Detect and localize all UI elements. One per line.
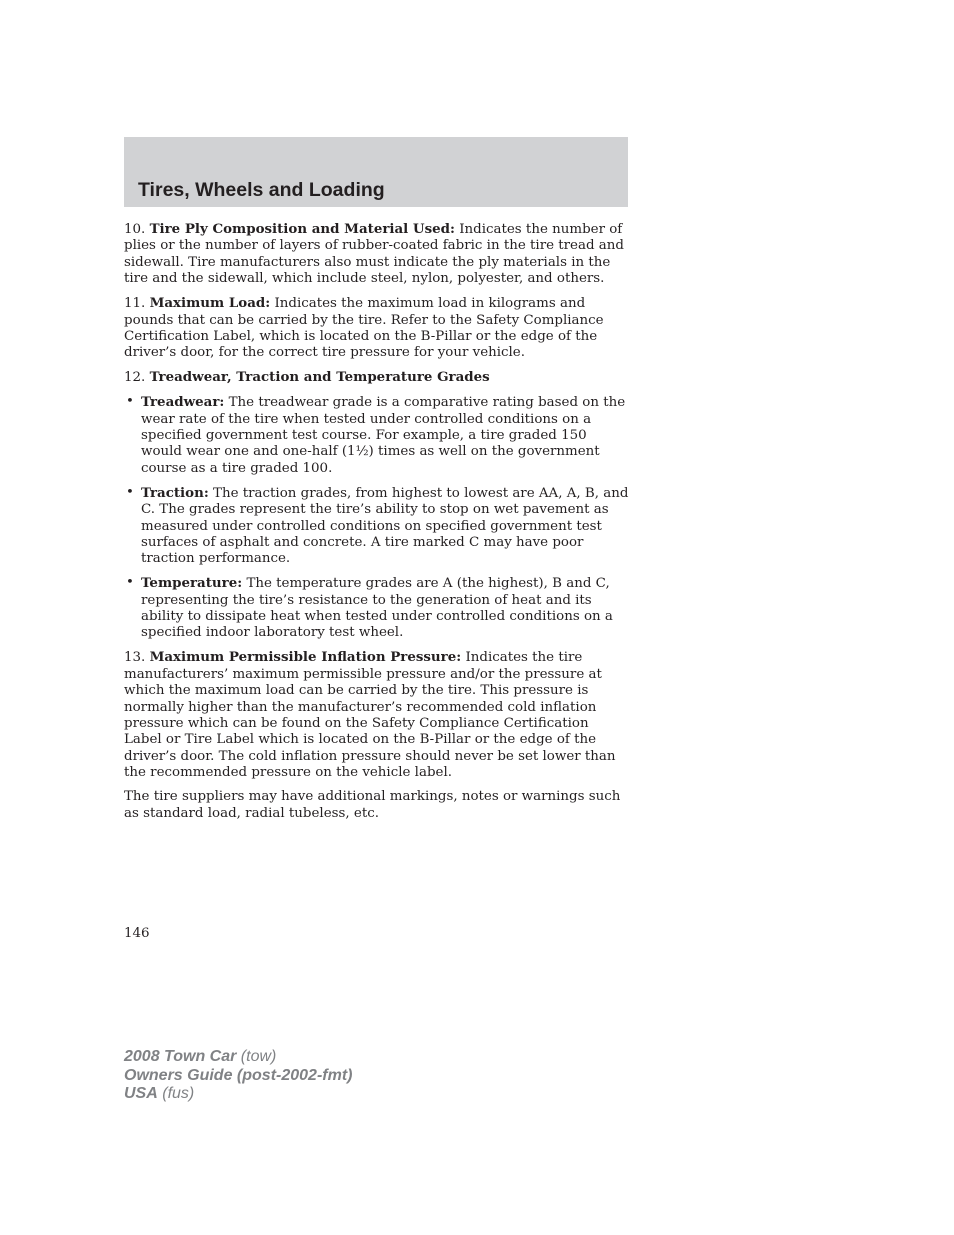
footer-model: 2008 Town Car [124,1048,237,1065]
bullet-icon: • [126,484,134,500]
item-11-number: 11. [124,296,146,312]
footer-market: USA [124,1085,158,1102]
grades-list [124,394,630,642]
footer-line-model [124,1048,352,1067]
bullet-icon: • [126,575,134,591]
item-13 [124,649,630,781]
section-title: Tires, Wheels and Loading [138,179,385,201]
item-12 [124,369,630,386]
item-10-term: Tire Ply Composition and Material Used: [149,221,455,237]
item-11-text: Indicates the maximum load in kilograms and pounds that can be carried by the tire. Refer to the Safety Compliance Certification Label, which is located on the B-Pillar or the edge of the driver’s door, for the correct tire pressure for your vehicle. [124,296,604,361]
grade-term: Temperature: [141,575,243,592]
item-13-number: 13. [124,650,146,666]
grade-item-treadwear [124,394,630,477]
grade-text: The traction grades, from highest to lowest are AA, A, B, and C. The grades represent the tire’s ability to stop on wet pavement as measured under controlled conditions on specified government test surfaces of asphalt and concrete. A tire marked C may have poor traction performance. [141,485,629,567]
page-number: 146 [124,926,150,941]
bullet-icon: • [126,394,134,410]
item-11 [124,295,630,362]
item-13-term: Maximum Permissible Inflation Pressure: [149,649,462,666]
grade-item-temperature [124,575,630,642]
item-10-text: Indicates the number of plies or the number of layers of rubber-coated fabric in the tire tread and sidewall. Tire manufacturers also must indicate the ply materials in the tire and the sidewall, which include steel, nylon, polyester, and others. [124,222,624,287]
item-11-term: Maximum Load: [149,295,271,312]
grade-item-traction [124,485,630,568]
item-12-number: 12. [124,370,146,386]
footer-line-guide [124,1067,352,1086]
footer-market-code: (fus) [162,1085,195,1102]
item-13-text: Indicates the tire manufacturers’ maximum permissible pressure and/or the pressure at which the maximum load can be carried by the tire. This pressure is normally higher than the manufacturer’s recommended cold inflation pressure which can be found on the Safety Compliance Certification Label or Tire Label which is located on the B-Pillar or the edge of the driver’s door. The cold inflation pressure should never be set lower than the recommended pressure on the vehicle label. [124,650,616,781]
item-10 [124,221,630,288]
closing-paragraph: The tire suppliers may have additional markings, notes or warnings such as standard load, radial tubeless, etc. [124,789,621,821]
document-footer [124,1048,352,1104]
item-10-number: 10. [124,222,146,237]
grade-term: Traction: [141,484,209,501]
grade-term: Treadwear: [141,394,225,411]
page-body [124,221,630,829]
section-header-band [124,137,628,207]
grade-text: The temperature grades are A (the highest), B and C, representing the tire’s resistance to the generation of heat and its ability to dissipate heat when tested under controlled conditions on a specified indoor laboratory test wheel. [141,576,613,641]
footer-line-market [124,1085,352,1104]
footer-guide: Owners Guide (post-2002-fmt) [124,1066,353,1084]
grade-text: The treadwear grade is a comparative rating based on the wear rate of the tire when tested under controlled conditions on a specified government test course. For example, a tire graded 150 would wear one and one-half (1½) times as well on the government course as a tire graded 100. [141,395,626,476]
footer-model-code: (tow) [240,1048,277,1065]
item-12-term: Treadwear, Traction and Temperature Grades [149,369,490,386]
